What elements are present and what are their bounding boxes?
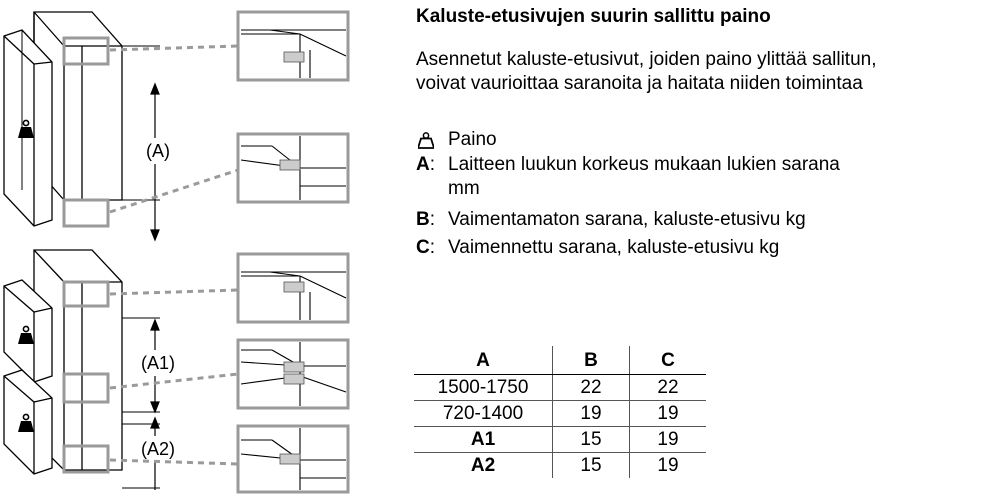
column-header: A <box>414 346 553 375</box>
table-cell: 1500-1750 <box>437 377 529 398</box>
table-cell: 19 <box>630 427 707 453</box>
legend-key: C: <box>416 237 436 258</box>
detail-box-2 <box>238 134 348 202</box>
page-title: Kaluste-etusivujen suurin sallittu paino <box>416 6 771 27</box>
table-cell: A2 <box>414 453 553 479</box>
weight-icon <box>418 132 434 149</box>
detail-box-1 <box>238 12 348 80</box>
legend-text: Vaimentamaton sarana, kaluste-etusivu kg <box>448 209 806 230</box>
table-cell: 19 <box>553 401 630 427</box>
callout-lines-top <box>110 46 238 212</box>
intro-line: Asennetut kaluste-etusivut, joiden paino ylittää sallitun, <box>416 49 877 70</box>
table-row <box>414 375 706 401</box>
detail-box-3 <box>238 254 348 322</box>
table-cell: 15 <box>553 453 630 479</box>
weight-table <box>414 346 706 478</box>
dimension-a2-label: (A2) <box>140 439 176 459</box>
dimension-a-label: (A) <box>146 141 170 161</box>
table-cell: 19 <box>630 453 707 479</box>
table-cell: 19 <box>630 401 707 427</box>
single-door-appliance <box>4 12 160 226</box>
table-cell: 22 <box>630 375 707 401</box>
table-cell: 720-1400 <box>414 401 553 427</box>
table-header-row <box>414 346 706 375</box>
intro-line: voivat vaurioittaa saranoita ja haitata niiden toimintaa <box>416 73 863 94</box>
installation-diagram <box>0 0 400 496</box>
legend-text: mm <box>448 178 480 199</box>
legend-key: A: <box>416 154 436 175</box>
table-cell: A1 <box>414 427 553 453</box>
column-header: B <box>553 346 630 375</box>
table-cell: 22 <box>553 375 630 401</box>
detail-box-5 <box>238 426 348 492</box>
legend-text: Paino <box>448 129 497 150</box>
dimension-a1-label: (A1) <box>140 353 176 373</box>
table-row <box>414 427 706 453</box>
table-row <box>414 453 706 479</box>
legend-text: Vaimennettu sarana, kaluste-etusivu kg <box>448 237 780 258</box>
table-cell: 15 <box>553 427 630 453</box>
legend-text: Laitteen luukun korkeus mukaan lukien sarana <box>448 154 840 175</box>
table-row <box>414 401 706 427</box>
legend-key: B: <box>416 209 436 230</box>
column-header: C <box>630 346 707 375</box>
detail-box-4 <box>238 340 348 408</box>
intro-paragraph <box>416 48 1000 96</box>
